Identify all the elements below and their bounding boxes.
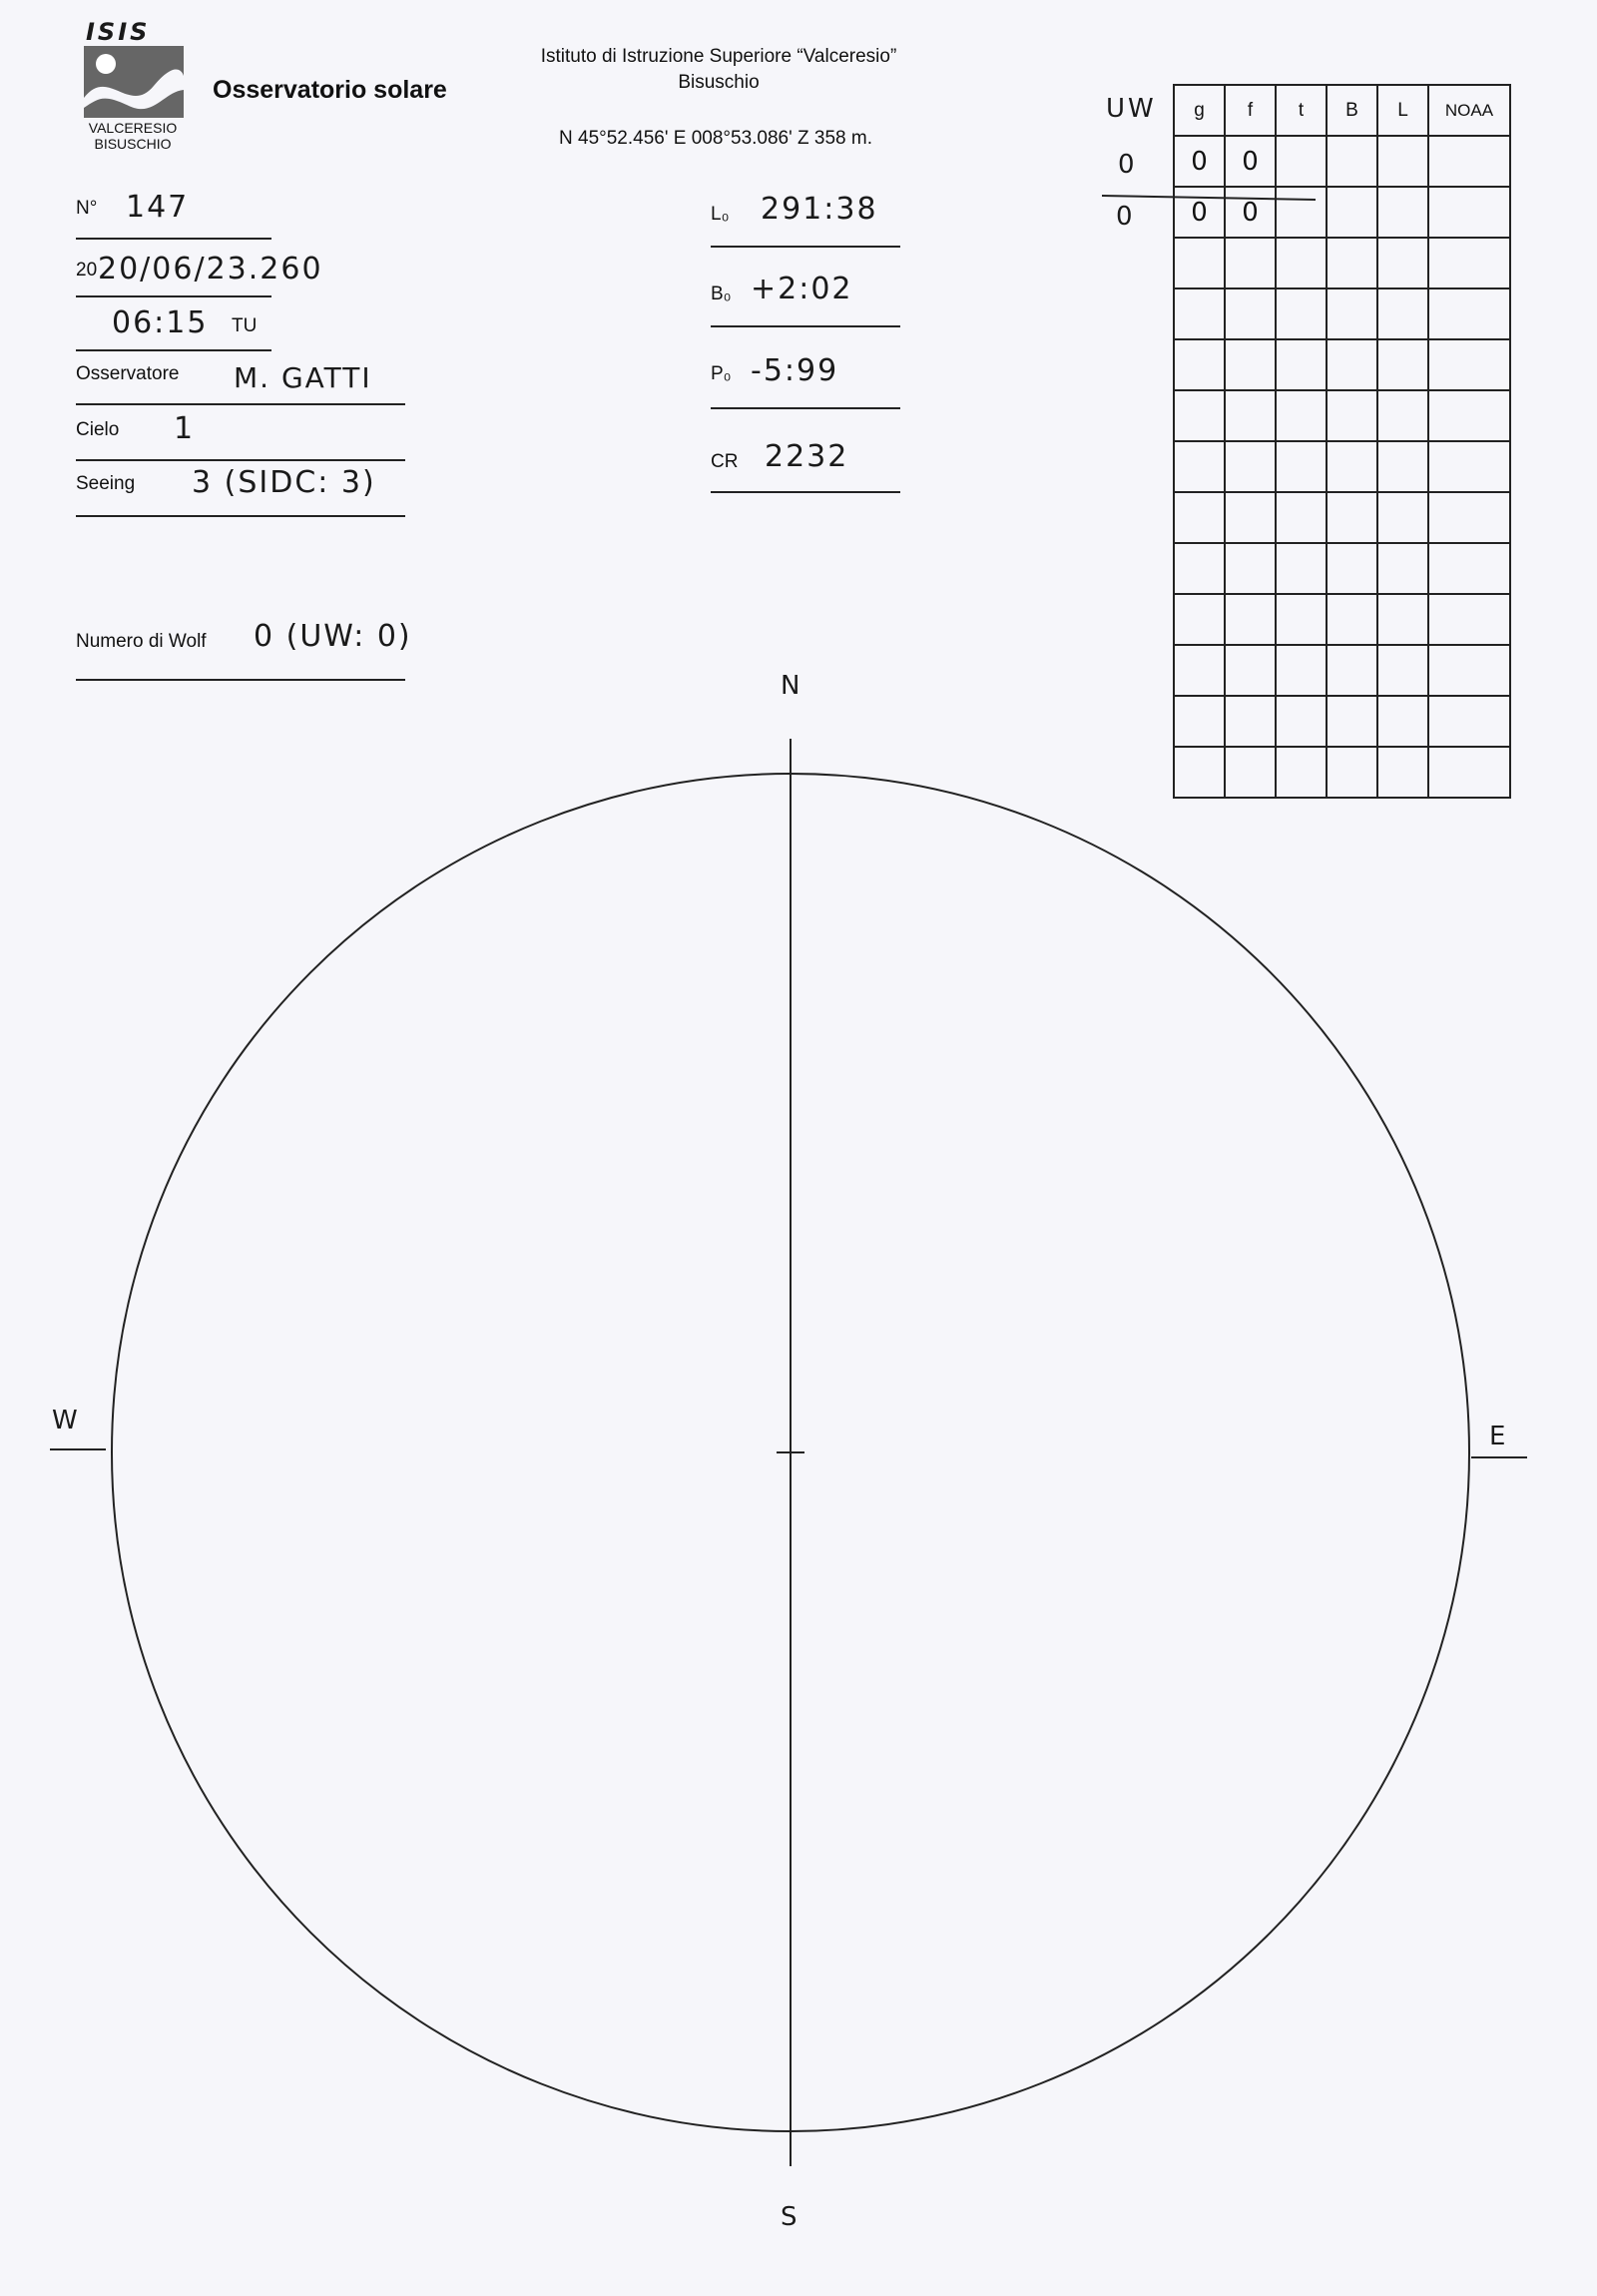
table-cell [1276, 238, 1327, 288]
table-cell [1428, 747, 1510, 798]
p0-value: -5:99 [751, 353, 839, 388]
l0-value: 291:38 [761, 192, 878, 227]
table-cell [1276, 747, 1327, 798]
table-row [1174, 543, 1510, 594]
date-prefix: 20 [76, 260, 98, 281]
sky-label: Cielo [76, 419, 120, 440]
table-cell [1276, 645, 1327, 696]
table-cell [1377, 543, 1428, 594]
number-value: 147 [126, 190, 190, 225]
table-cell [1377, 492, 1428, 543]
table-cell [1377, 594, 1428, 645]
number-underline [76, 238, 271, 240]
cr-underline [711, 491, 900, 493]
table-cell [1327, 747, 1377, 798]
observatory-coordinates: N 45°52.456' E 008°53.086' Z 358 m. [559, 128, 872, 149]
table-cell [1174, 492, 1225, 543]
b0-underline [711, 325, 900, 327]
table-cell [1174, 441, 1225, 492]
table-empty-rows [1174, 238, 1510, 798]
table-cell [1276, 390, 1327, 441]
table-cell [1377, 696, 1428, 747]
l0-underline [711, 246, 900, 248]
table-row [1174, 238, 1510, 288]
table-cell [1225, 594, 1276, 645]
observer-value: M. GATTI [234, 361, 372, 394]
institute-name: Istituto di Istruzione Superiore “Valceresio” [540, 46, 897, 67]
uw-value-2: 0 [1116, 202, 1135, 232]
table-row [1174, 136, 1510, 187]
table-cell [1428, 645, 1510, 696]
table-cell [1327, 441, 1377, 492]
west-label: W [52, 1406, 80, 1435]
institute-place: Bisuschio [678, 72, 760, 93]
logo-caption-1: VALCERESIO [88, 120, 178, 136]
table-cell [1225, 288, 1276, 339]
table-row [1174, 288, 1510, 339]
table-cell [1174, 696, 1225, 747]
table-cell [1377, 187, 1428, 238]
table-cell [1276, 441, 1327, 492]
table-cell [1225, 441, 1276, 492]
table-cell [1377, 238, 1428, 288]
table-cell [1377, 441, 1428, 492]
table-cell [1428, 136, 1510, 187]
table-cell [1225, 492, 1276, 543]
table-cell [1276, 543, 1327, 594]
table-cell [1276, 696, 1327, 747]
table-cell [1377, 136, 1428, 187]
header-g: g [1174, 85, 1225, 136]
header-t: t [1276, 85, 1327, 136]
table-cell [1327, 696, 1377, 747]
south-label: S [781, 2202, 799, 2232]
cr-label: CR [711, 451, 739, 472]
table-cell [1225, 238, 1276, 288]
east-label: E [1489, 1422, 1508, 1451]
table-row [1174, 747, 1510, 798]
table-cell: 0 [1225, 136, 1276, 187]
table-cell [1225, 645, 1276, 696]
table-cell [1276, 594, 1327, 645]
logo-text: ISIS [86, 18, 151, 46]
p0-underline [711, 407, 900, 409]
b0-value: +2:02 [751, 272, 853, 306]
table-row [1174, 492, 1510, 543]
b0-label: B₀ [711, 284, 732, 304]
table-cell [1327, 594, 1377, 645]
table-cell [1174, 339, 1225, 390]
table-cell [1174, 288, 1225, 339]
wolf-label: Numero di Wolf [76, 631, 207, 652]
table-cell [1428, 441, 1510, 492]
table-cell: 0 [1174, 187, 1225, 238]
sky-value: 1 [174, 411, 196, 446]
table-row [1174, 390, 1510, 441]
cr-value: 2232 [765, 439, 849, 474]
table-cell [1174, 390, 1225, 441]
table-cell [1377, 339, 1428, 390]
table-cell [1225, 747, 1276, 798]
logo-icon [84, 46, 184, 118]
sunspot-group-table [1173, 84, 1511, 799]
table-cell [1327, 238, 1377, 288]
wolf-underline [76, 679, 405, 681]
table-cell [1428, 543, 1510, 594]
table-row [1174, 645, 1510, 696]
table-header-row [1174, 85, 1510, 136]
table-cell [1428, 594, 1510, 645]
table-cell [1276, 187, 1327, 238]
table-cell [1327, 492, 1377, 543]
l0-label: L₀ [711, 204, 730, 225]
table-cell [1377, 288, 1428, 339]
table-cell [1327, 288, 1377, 339]
table-cell [1377, 645, 1428, 696]
table-cell [1174, 238, 1225, 288]
table-cell [1276, 288, 1327, 339]
seeing-underline [76, 515, 405, 517]
header-f: f [1225, 85, 1276, 136]
table-cell [1276, 492, 1327, 543]
table-cell [1428, 339, 1510, 390]
sky-underline [76, 459, 405, 461]
table-row [1174, 187, 1510, 238]
table-cell [1428, 288, 1510, 339]
observer-underline [76, 403, 405, 405]
table-cell [1377, 390, 1428, 441]
table-cell [1225, 390, 1276, 441]
date-value: 20/06/23.260 [98, 252, 323, 287]
header-noaa: NOAA [1428, 85, 1510, 136]
table-cell [1327, 543, 1377, 594]
table-cell [1327, 390, 1377, 441]
table-cell [1428, 492, 1510, 543]
table-cell [1327, 136, 1377, 187]
time-underline [76, 349, 271, 351]
table-cell [1327, 339, 1377, 390]
number-label: N° [76, 198, 98, 219]
time-unit: TU [232, 315, 258, 336]
table-cell [1377, 747, 1428, 798]
table-cell [1225, 543, 1276, 594]
uw-value-1: 0 [1118, 150, 1137, 180]
table-cell [1276, 339, 1327, 390]
table-cell [1327, 645, 1377, 696]
table-cell [1174, 747, 1225, 798]
p0-label: P₀ [711, 363, 732, 384]
table-cell [1428, 238, 1510, 288]
table-row [1174, 441, 1510, 492]
table-cell [1276, 136, 1327, 187]
table-cell [1428, 696, 1510, 747]
uw-header: UW [1106, 94, 1157, 124]
observer-label: Osservatore [76, 363, 180, 384]
table-cell: 0 [1225, 187, 1276, 238]
table-cell [1174, 645, 1225, 696]
table-cell [1174, 543, 1225, 594]
table-row [1174, 696, 1510, 747]
seeing-label: Seeing [76, 473, 136, 494]
logo-caption-2: BISUSCHIO [94, 136, 172, 152]
table-cell [1225, 339, 1276, 390]
table-row [1174, 594, 1510, 645]
time-value: 06:15 [112, 305, 209, 340]
wolf-value: 0 (UW: 0) [254, 619, 412, 654]
observatory-title: Osservatorio solare [213, 76, 447, 104]
table-cell [1428, 187, 1510, 238]
table-cell [1327, 187, 1377, 238]
table-cell [1174, 594, 1225, 645]
table-cell: 0 [1174, 136, 1225, 187]
seeing-value: 3 (SIDC: 3) [192, 465, 376, 500]
table-cell [1225, 696, 1276, 747]
table-row [1174, 339, 1510, 390]
header-b: B [1327, 85, 1377, 136]
north-label: N [781, 671, 802, 701]
date-underline [76, 295, 271, 297]
header-l: L [1377, 85, 1428, 136]
table-cell [1428, 390, 1510, 441]
